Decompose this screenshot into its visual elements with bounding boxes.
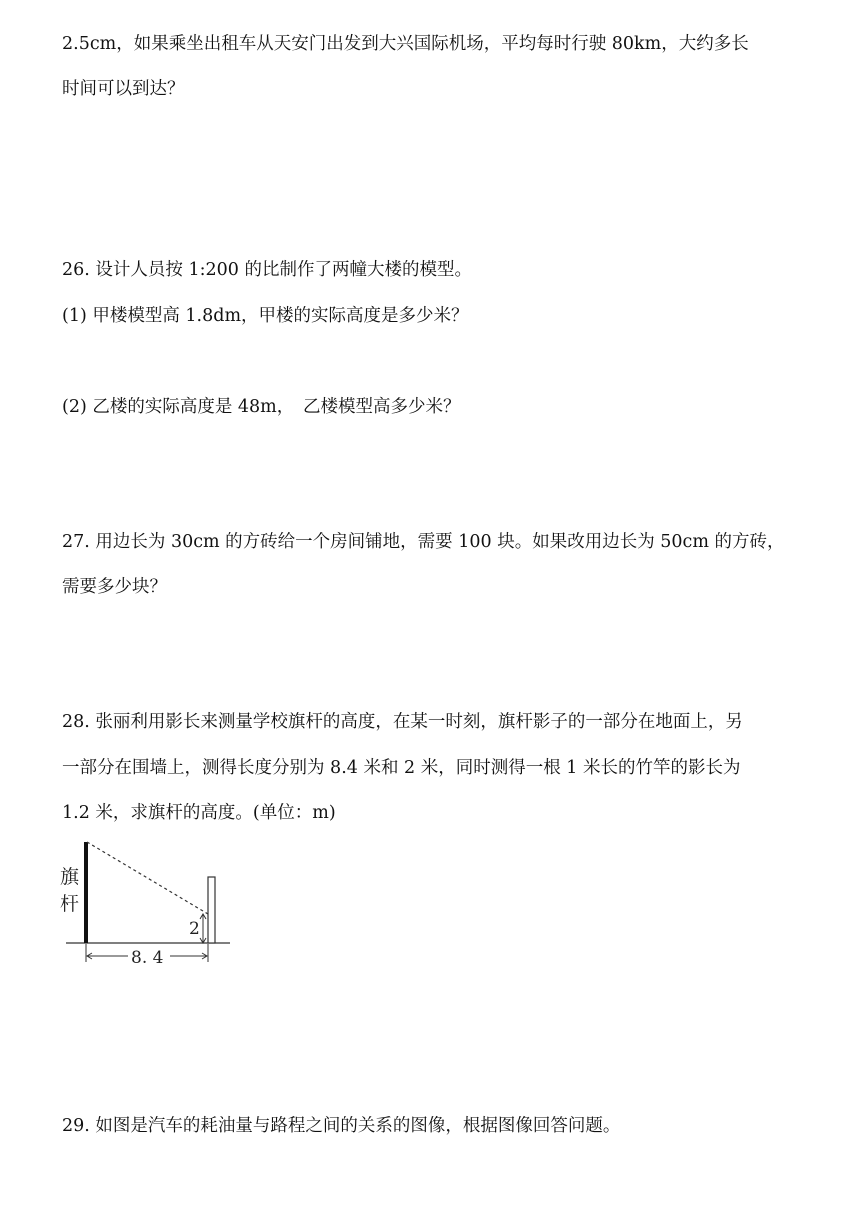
q25-text-line-2: 时间可以到达？ <box>62 79 185 99</box>
q26-title: 26. 设计人员按 1:200 的比制作了两幢大楼的模型。 <box>62 260 472 280</box>
q28-text-line-2: 一部分在围墙上，测得长度分别为 8.4 米和 2 米，同时测得一根 1 米长的竹竿的影长为 <box>62 758 741 778</box>
q26-part-1: (1) 甲楼模型高 1.8dm，甲楼的实际高度是多少米？ <box>62 306 469 326</box>
q28-text-line-1: 28. 张丽利用影长来测量学校旗杆的高度，在某一时刻，旗杆影子的一部分在地面上，另 <box>62 712 743 732</box>
flagpole-shadow-figure <box>58 836 238 968</box>
q25-text-line-1: 2.5cm，如果乘坐出租车从天安门出发到大兴国际机场，平均每时行驶 80km，大约多长 <box>62 34 749 54</box>
sun-ray-dashed-line <box>87 842 208 914</box>
pole-label-char-2: 杆 <box>60 893 80 915</box>
q29-text-line-1: 29. 如图是汽车的耗油量与路程之间的关系的图像，根据图像回答问题。 <box>62 1116 621 1136</box>
q28-text-line-3: 1.2 米，求旗杆的高度。(单位：m) <box>62 803 336 823</box>
pole-label-char-1: 旗 <box>60 866 80 888</box>
q27-text-line-1: 27. 用边长为 30cm 的方砖给一个房间铺地，需要 100 块。如果改用边长为 50cm 的方砖， <box>62 532 785 552</box>
q26-part-2: (2) 乙楼的实际高度是 48m， 乙楼模型高多少米？ <box>62 397 461 417</box>
wall-shadow-label: 2 <box>189 919 200 939</box>
wall <box>208 877 215 943</box>
ground-shadow-label: 8. 4 <box>131 948 164 968</box>
q27-text-line-2: 需要多少块？ <box>62 577 167 597</box>
